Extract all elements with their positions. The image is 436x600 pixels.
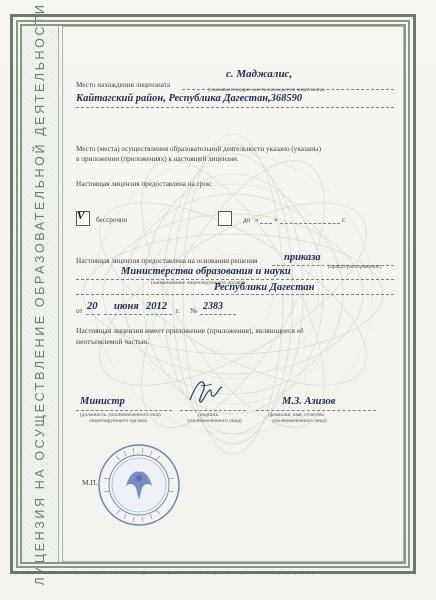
signatory-name: М.З. Азизов: [282, 396, 336, 407]
basis-number: 2383: [203, 301, 223, 312]
location-value-2: Кайтагский район, Республика Дагестан,368590: [76, 93, 303, 104]
basis-number-sign: №: [190, 307, 197, 315]
checkbox-mark: V: [77, 210, 85, 222]
basis-year: 2012: [146, 301, 167, 312]
basis-day: 20: [87, 301, 98, 312]
signatory-position: Министр: [80, 396, 125, 407]
official-seal: [96, 442, 182, 528]
position-caption-1: (должность уполномоченного лица: [80, 412, 161, 418]
authority-caption: (наименование лицензирующего органа): [151, 280, 245, 286]
until-label: до: [243, 216, 251, 224]
mp-label: М.П.: [82, 478, 98, 487]
vertical-title: ЛИЦЕНЗИЯ НА ОСУЩЕСТВЛЕНИЕ ОБРАЗОВАТЕЛЬНОЙ ДЕЯТЕЛЬНОСТИ: [33, 2, 47, 586]
location-caption: (указывается адрес места нахождения лицензиата): [208, 87, 325, 93]
basis-year-suffix: г.: [176, 307, 180, 315]
basis-number-line: [200, 314, 236, 315]
printer-footer: ООО И.Т.Р.Ф, ИНН 7754032778, г. Москва, 2012 г., заказ № 61465, уровень А, лицензия ФНС России, тел.: (495) 333-02-83(многоканальный), факс (495) 333-04-69: [22, 570, 316, 575]
signature-caption-1: (подпись: [198, 412, 219, 418]
region-line: [76, 294, 394, 295]
region-value: Республики Дагестан: [214, 282, 315, 293]
location-value-1: с. Маджалис,: [226, 68, 293, 80]
location-label: Место нахождения лицензиата: [76, 81, 171, 89]
basis-month-line: [104, 314, 142, 315]
basis-label: Настоящая лицензия предоставлена на основании решения: [76, 257, 258, 265]
indefinite-label: бессрочно: [96, 216, 128, 224]
activity-place-line-1: Место (места) осуществления образовательной деятельности указано (указаны): [76, 145, 322, 153]
position-caption-2: лицензирующего органа): [89, 418, 147, 424]
until-year-line: [328, 223, 340, 224]
appendix-note-line-1: Настоящая лицензия имеет приложение (приложения), являющееся её: [76, 326, 304, 335]
basis-year-line: [146, 314, 172, 315]
authority-value: Министерства образования и науки: [121, 266, 291, 277]
basis-day-line: [86, 314, 100, 315]
signature-caption-2: уполномоченного лица): [187, 418, 242, 424]
activity-place-line-2: в приложении (приложениях) к настоящей лицензии.: [76, 155, 239, 163]
name-line: [256, 410, 376, 411]
name-caption-1: (фамилия, имя, отчество: [268, 412, 325, 418]
location-line-2: [76, 107, 394, 108]
name-caption-2: уполномоченного лица): [272, 418, 327, 424]
until-month-line: [280, 223, 326, 224]
signature-line: [180, 410, 246, 411]
until-day-line: [260, 223, 272, 224]
until-day-close: »: [274, 216, 278, 224]
doc-type-caption: (приказ/распоряжение): [328, 264, 382, 270]
term-label: Настоящая лицензия предоставлена на срок:: [76, 180, 213, 188]
until-checkbox: [218, 211, 232, 226]
basis-month: июня: [114, 301, 139, 312]
basis-date-from: от: [76, 307, 83, 315]
appendix-note-line-2: неотъемлемой частью.: [76, 337, 150, 346]
doc-type-value: приказа: [284, 252, 321, 263]
until-year-suffix: г.: [342, 216, 346, 224]
until-day-open: «: [255, 216, 259, 224]
signature-mark: [186, 374, 224, 406]
position-line: [76, 410, 172, 411]
